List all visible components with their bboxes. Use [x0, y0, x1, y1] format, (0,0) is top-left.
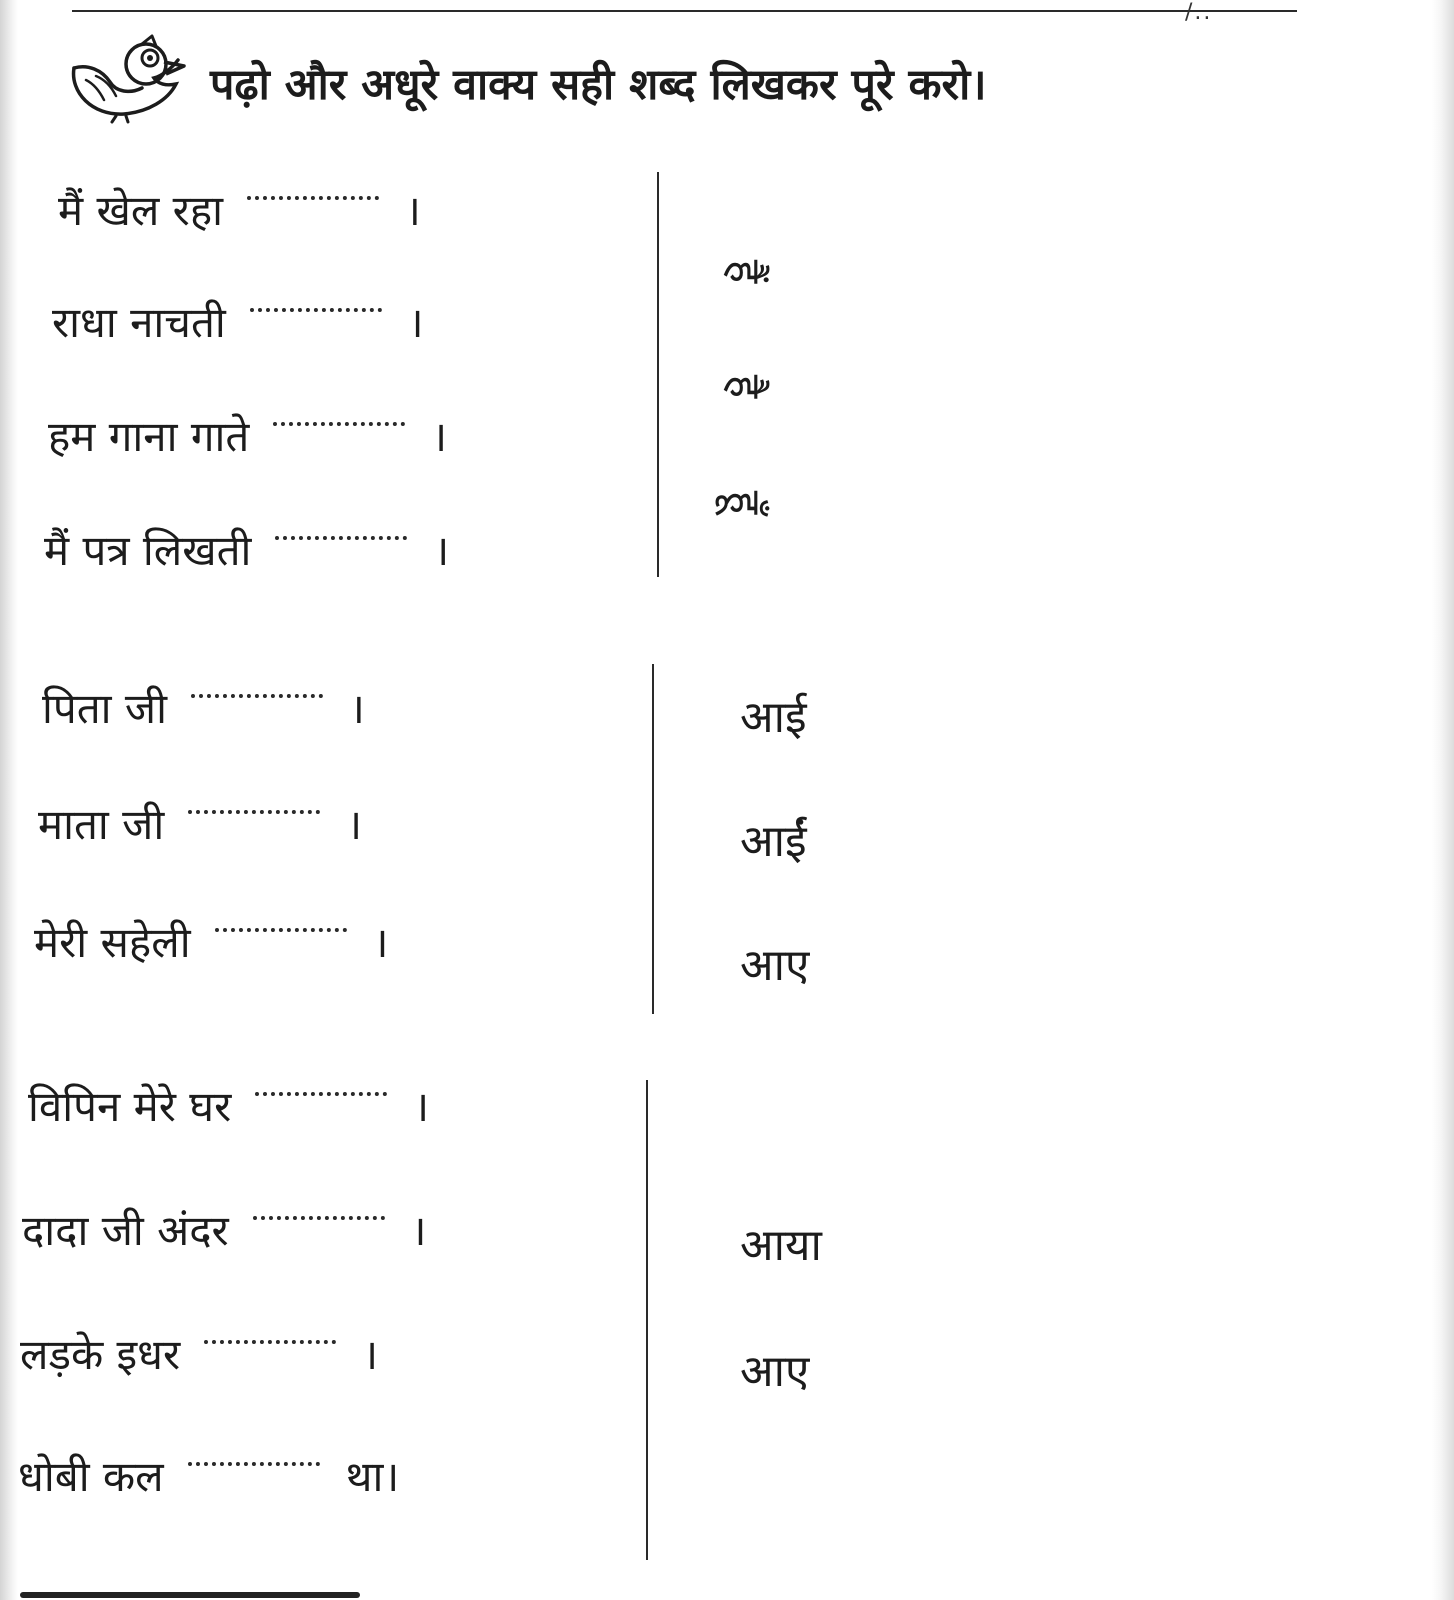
- corner-marks: /..: [1185, 0, 1213, 25]
- sentence-end: ।: [372, 918, 389, 967]
- sentence: [18, 1452, 399, 1502]
- sentence: [38, 800, 362, 850]
- answer-blank: [215, 928, 347, 932]
- word-option: हैं: [719, 259, 771, 284]
- sentence-text: विपिन मेरे घर: [28, 1082, 232, 1131]
- sentence-text: माता जी: [38, 800, 165, 849]
- answer-blank: [188, 1462, 320, 1466]
- sentence-end: ।: [362, 1330, 379, 1379]
- answer-blank: [191, 694, 323, 698]
- sentence: [20, 1330, 378, 1380]
- sentence-end: ।: [433, 526, 450, 575]
- answer-blank: [188, 810, 320, 814]
- sentence-end: ।: [410, 1206, 427, 1255]
- word-option: आए: [740, 1346, 810, 1397]
- sentence: [42, 684, 365, 734]
- answer-blank: [250, 308, 382, 312]
- sentence-end: ।: [413, 1082, 430, 1131]
- top-rule-line: [72, 10, 1297, 12]
- sentence-text: राधा नाचती: [52, 298, 226, 347]
- sentence-text: लड़के इधर: [20, 1330, 181, 1379]
- answer-blank: [247, 196, 379, 200]
- answer-blank: [253, 1216, 385, 1220]
- sentence-end: था।: [345, 1452, 400, 1501]
- sentence-end: ।: [346, 800, 363, 849]
- sentence-text: मैं पत्र लिखती: [44, 526, 252, 575]
- sentence-end: ।: [405, 186, 421, 235]
- sentence-text: मेरी सहेली: [34, 918, 191, 967]
- bottom-rule-line: [20, 1592, 360, 1598]
- column-divider: [657, 172, 659, 577]
- sentence-text: मैं खेल रहा: [58, 186, 224, 235]
- page-right-edge-shadow: [1432, 0, 1454, 1600]
- answer-blank: [273, 422, 405, 426]
- sentence: [48, 412, 447, 462]
- sentence-end: ।: [407, 298, 424, 347]
- answer-blank: [275, 536, 407, 540]
- bird-icon: [66, 34, 190, 124]
- answer-blank: [255, 1092, 387, 1096]
- word-option: हूँ: [719, 490, 771, 515]
- word-option: आई: [740, 692, 807, 743]
- sentence-text: दादा जी अंदर: [22, 1206, 229, 1255]
- sentence: [34, 918, 389, 968]
- word-option: आए: [740, 940, 810, 991]
- sentence-text: धोबी कल: [18, 1452, 164, 1501]
- sentence-end: ।: [431, 412, 448, 461]
- instruction-heading: पढ़ो और अधूरे वाक्य सही शब्द लिखकर पूरे करो।: [210, 60, 987, 110]
- sentence: [28, 1082, 429, 1132]
- sentence-text: हम गाना गाते: [48, 412, 250, 461]
- sentence: [52, 298, 424, 348]
- word-option: है: [719, 374, 771, 399]
- sentence: [44, 526, 449, 576]
- sentence-end: ।: [348, 684, 365, 733]
- word-option: आया: [740, 1220, 822, 1271]
- page-left-edge-shadow: [0, 0, 18, 1600]
- column-divider: [652, 664, 654, 1014]
- answer-blank: [204, 1340, 336, 1344]
- sentence: [58, 186, 421, 236]
- word-option: आईं: [740, 816, 807, 867]
- sentence-text: पिता जी: [42, 684, 167, 733]
- sentence: [22, 1206, 427, 1256]
- column-divider: [646, 1080, 648, 1560]
